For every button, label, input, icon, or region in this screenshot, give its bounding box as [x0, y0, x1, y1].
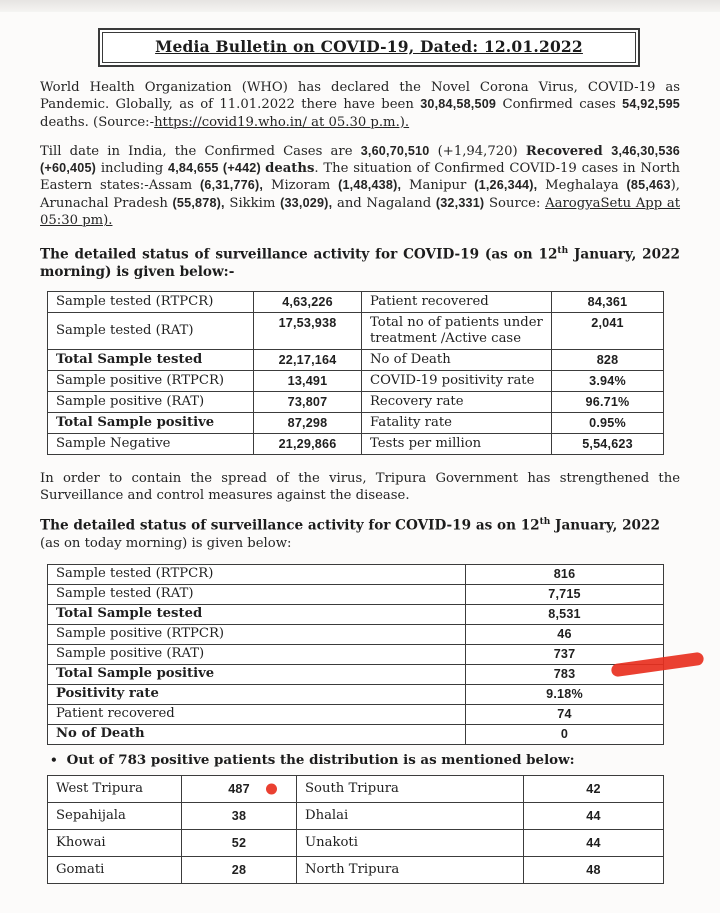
- table-cell: 96.71%: [552, 391, 664, 412]
- table-cell: 7,715: [466, 584, 664, 604]
- district-distribution-table: [47, 775, 664, 884]
- tripura-surveillance-table: [47, 564, 664, 745]
- table-cell: 5,54,623: [552, 433, 664, 454]
- text-segment: Meghalaya: [537, 178, 627, 194]
- table-cell: 0: [466, 724, 664, 744]
- text-segment: (6,31,776),: [199, 178, 264, 193]
- tripura-measures-paragraph: In order to contain the spread of the virus, Tripura Government has strengthened the Surveillance and control measures against the disease.: [40, 470, 680, 504]
- table-cell: 487: [182, 775, 297, 802]
- text-segment: including: [96, 161, 169, 177]
- table-row: [48, 433, 664, 454]
- table-cell: Sample tested (RAT): [48, 312, 254, 349]
- table-cell: 21,29,866: [254, 433, 362, 454]
- india-status-paragraph: [40, 143, 680, 229]
- text-segment: Recovered: [525, 143, 612, 159]
- text-segment: ), Arunachal Pradesh: [40, 178, 680, 211]
- bullet-icon: •: [50, 752, 58, 767]
- table-cell: Gomati: [48, 856, 182, 883]
- text-segment: Mizoram: [263, 178, 339, 194]
- text-segment: Sikkim: [224, 195, 281, 211]
- state-surveillance-heading: [40, 243, 680, 282]
- table-cell: Sample tested (RTPCR): [48, 564, 466, 584]
- table-cell: Recovery rate: [362, 391, 552, 412]
- table-cell: 13,491: [254, 370, 362, 391]
- text-segment: and Nagaland: [332, 195, 436, 211]
- table-cell: Dhalai: [297, 802, 524, 829]
- table-row: [48, 291, 664, 312]
- tripura-today-table-wrap: [47, 564, 680, 745]
- text-segment: 4,84,655: [168, 161, 219, 176]
- text-segment: (+1,94,720): [429, 143, 526, 159]
- table-cell: North Tripura: [297, 856, 524, 883]
- table-row: [48, 775, 664, 802]
- text-segment: th: [539, 516, 551, 527]
- text-segment: (33,029),: [280, 195, 333, 210]
- text-segment: (1,26,344),: [474, 178, 538, 193]
- table-cell: 42: [524, 775, 664, 802]
- table-cell: Patient recovered: [362, 291, 552, 312]
- text-segment: th: [557, 246, 569, 257]
- text-segment: deaths. (Source:-: [40, 114, 155, 130]
- table-row: [48, 856, 664, 883]
- table-row: [48, 391, 664, 412]
- table-cell: Fatality rate: [362, 412, 552, 433]
- table-row: [48, 684, 664, 704]
- distribution-bullet: [50, 752, 680, 768]
- distribution-bullet-text: Out of 783 positive patients the distribution is as mentioned below:: [66, 751, 575, 768]
- table-cell: 44: [524, 802, 664, 829]
- text-segment: January, 2022: [550, 517, 660, 534]
- table-row: [48, 370, 664, 391]
- table-cell: Sample positive (RAT): [48, 644, 466, 664]
- table-cell: Sample positive (RTPCR): [48, 370, 254, 391]
- text-segment: 54,92,595: [622, 97, 680, 112]
- table-cell: 48: [524, 856, 664, 883]
- who-source-link[interactable]: https://covid19.who.in/ at 05.30 p.m.).: [154, 114, 410, 130]
- text-segment: (32,331): [435, 195, 485, 210]
- table-row: [48, 624, 664, 644]
- table-row: [48, 349, 664, 370]
- table-cell: 38: [182, 802, 297, 829]
- title-box: [98, 28, 640, 67]
- table-row: [48, 564, 664, 584]
- table-cell: Khowai: [48, 829, 182, 856]
- district-table-wrap: [47, 775, 680, 884]
- table-cell: Unakoti: [297, 829, 524, 856]
- table-cell: 28: [182, 856, 297, 883]
- text-segment: World Health Organization (WHO) has declared the Novel Corona Virus, COVID-19 as Pandemic. Globally, as of 11.01.2022 there have been: [40, 80, 680, 113]
- table-cell: No of Death: [48, 724, 466, 744]
- table-row: [48, 724, 664, 744]
- table-cell: Patient recovered: [48, 704, 466, 724]
- table-cell: Total Sample positive: [48, 412, 254, 433]
- table-cell: Sample positive (RTPCR): [48, 624, 466, 644]
- text-segment: The detailed status of surveillance activity for COVID-19 as on 12: [40, 517, 540, 534]
- table-cell: Total Sample tested: [48, 349, 254, 370]
- table-cell: 74: [466, 704, 664, 724]
- table-row: [48, 704, 664, 724]
- table-cell: 22,17,164: [254, 349, 362, 370]
- text-segment: 3,46,30,536 (+60,405): [40, 143, 680, 176]
- table-cell: West Tripura: [48, 775, 182, 802]
- table-row: [48, 584, 664, 604]
- page-title: Media Bulletin on COVID-19, Dated: 12.01.2022: [155, 37, 583, 56]
- table-cell: 816: [466, 564, 664, 584]
- page-edge: [0, 0, 720, 12]
- text-segment: (1,48,438),: [338, 178, 402, 193]
- table-cell: No of Death: [362, 349, 552, 370]
- table-cell: 8,531: [466, 604, 664, 624]
- table-cell: Sample tested (RTPCR): [48, 291, 254, 312]
- table-cell: 84,361: [552, 291, 664, 312]
- table-row: [48, 604, 664, 624]
- table-cell: Sample Negative: [48, 433, 254, 454]
- table-cell: 52: [182, 829, 297, 856]
- tripura-surveillance-heading: [40, 514, 680, 535]
- table-cell: COVID-19 positivity rate: [362, 370, 552, 391]
- table-cell: Total Sample tested: [48, 604, 466, 624]
- table-cell: 3.94%: [552, 370, 664, 391]
- table-row: [48, 829, 664, 856]
- text-segment: . The situation of Confirmed COVID-19 cases in North Eastern states:-Assam: [40, 161, 680, 194]
- table-cell: 4,63,226: [254, 291, 362, 312]
- table-cell: Sepahijala: [48, 802, 182, 829]
- who-global-paragraph: [40, 79, 680, 131]
- table-cell: 9.18%: [466, 684, 664, 704]
- text-segment: Till date in India, the Confirmed Cases are: [40, 143, 361, 159]
- table-cell: Positivity rate: [48, 684, 466, 704]
- tripura-surveillance-subheading: (as on today morning) is given below:: [40, 535, 292, 551]
- text-segment: 3,60,70,510: [360, 143, 430, 158]
- table-cell: 828: [552, 349, 664, 370]
- text-segment: (+442): [218, 161, 266, 176]
- table-cell: 46: [466, 624, 664, 644]
- text-segment: Confirmed cases: [496, 97, 623, 113]
- table-cell: 0.95%: [552, 412, 664, 433]
- text-segment: January, 2022 morning) is given below:-: [40, 246, 681, 281]
- text-segment: deaths: [265, 161, 315, 177]
- text-segment: The detailed status of surveillance activity for COVID-19 (as on 12: [40, 246, 558, 263]
- table-cell: Sample tested (RAT): [48, 584, 466, 604]
- state-surveillance-table: [47, 291, 664, 455]
- table-row: [48, 412, 664, 433]
- text-segment: 30,84,58,509: [420, 97, 497, 112]
- table-cell: 44: [524, 829, 664, 856]
- text-segment: (85,463: [626, 178, 671, 193]
- table-cell: Total Sample positive: [48, 664, 466, 684]
- document-page: [0, 12, 720, 884]
- table-cell: Total no of patients under treatment /Active case: [362, 312, 552, 349]
- table-cell: 17,53,938: [254, 312, 362, 349]
- title-box-inner: [102, 32, 636, 63]
- text-segment: Source:: [484, 195, 546, 211]
- table-row: [48, 644, 664, 664]
- table-cell: 87,298: [254, 412, 362, 433]
- table-cell: Tests per million: [362, 433, 552, 454]
- table-cell: Sample positive (RAT): [48, 391, 254, 412]
- table-cell: 737: [466, 644, 664, 664]
- red-dot-annotation: [266, 783, 277, 794]
- table-row: [48, 312, 664, 349]
- table-cell: 2,041: [552, 312, 664, 349]
- text-segment: (55,878),: [172, 195, 225, 210]
- text-segment: Manipur: [401, 178, 475, 194]
- table-row: [48, 664, 664, 684]
- table-row: [48, 802, 664, 829]
- table-cell: South Tripura: [297, 775, 524, 802]
- table-cell: 73,807: [254, 391, 362, 412]
- state-surveillance-table-wrap: [47, 291, 680, 455]
- aarogyasetu-source-link[interactable]: AarogyaSetu App at 05:30 pm).: [40, 195, 681, 229]
- table-cell: 783: [466, 664, 664, 684]
